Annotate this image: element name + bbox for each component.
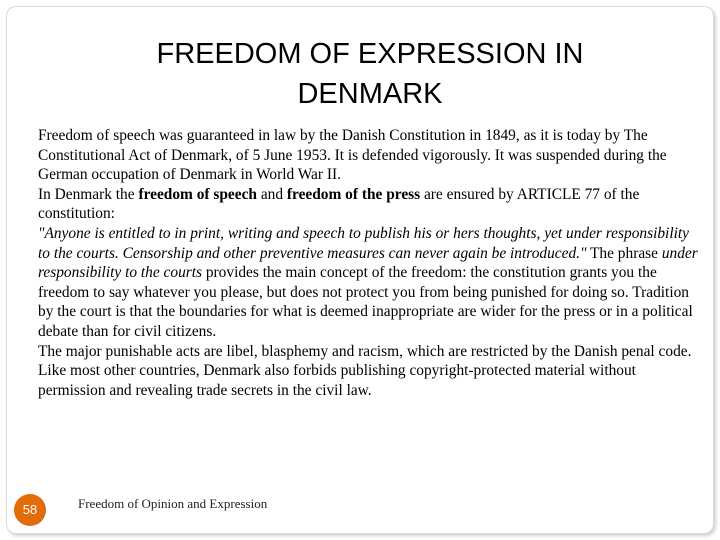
p3-text-1: The phrase (586, 244, 662, 262)
slide-body (38, 126, 702, 400)
paragraph-article-77 (38, 185, 702, 224)
slide-title (60, 34, 680, 114)
constitution-quote: "Anyone is entitled to in print, writing and speech to publish his or hers thoughts, yet under responsibility to the courts. Censorship and other preventive measures can never again be introduced." (38, 224, 689, 262)
page-number-badge: 58 (14, 494, 46, 526)
p2-start: In Denmark the (38, 185, 139, 203)
p3-text-2: provides the main concept of the freedom: the constitution grants you the freedom to say whatever you please, but does not protect you from being punished for doing so. Tradition by the court is that the boundaries for what is deemed inappropriate are wider for the press or in a political debate than for civil citizens. (38, 264, 693, 340)
paragraph-constitution-history: Freedom of speech was guaranteed in law by the Danish Constitution in 1849, as it is today by The Constitutional Act of Denmark, of 5 June 1953. It is defended vigorously. It was suspended during the German occupation of Denmark in World War II. (38, 127, 667, 184)
p2-end: are ensured by ARTICLE 77 of the constitution: (38, 185, 640, 223)
footer-text: Freedom of Opinion and Expression (78, 496, 268, 511)
p3-italic-phrase: under responsibility to the courts (38, 244, 698, 282)
title-line-2: DENMARK (297, 78, 443, 110)
title-line-1: FREEDOM OF EXPRESSION IN (156, 38, 584, 70)
p2-mid: and (256, 185, 287, 203)
paragraph-quote-explanation (38, 224, 702, 342)
p2-bold-freedom-of-speech: freedom of speech (138, 185, 257, 203)
p2-bold-freedom-of-press: freedom of the press (286, 185, 421, 203)
paragraph-punishable-acts: The major punishable acts are libel, blasphemy and racism, which are restricted by the Danish penal code. Like most other countries, Denmark also forbids publishing copyright-protected material without permission and revealing trade secrets in the civil law. (38, 342, 692, 399)
